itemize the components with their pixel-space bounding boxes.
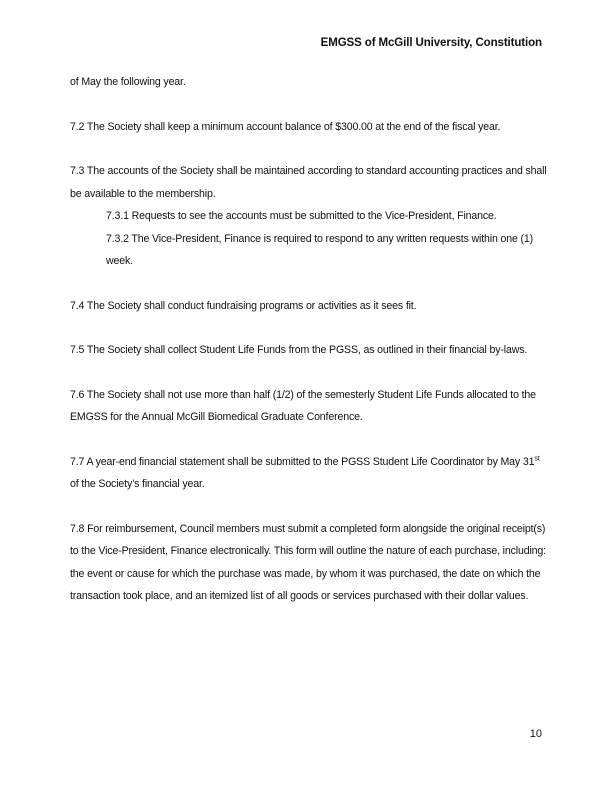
paragraph-7-8 bbox=[70, 518, 548, 608]
paragraph-7-4 bbox=[70, 295, 548, 318]
document-body bbox=[70, 71, 548, 630]
paragraph-7-3 bbox=[70, 160, 548, 273]
paragraph-7-7 bbox=[70, 451, 548, 496]
subparagraph-7-3-1: 7.3.1 Requests to see the accounts must be submitted to the Vice-President, Finance. bbox=[106, 210, 497, 222]
page-number: 10 bbox=[529, 728, 542, 740]
paragraph-7-7-text-start: 7.7 A year-end financial statement shall be submitted to the PGSS Student Life Coordinator by May 31 bbox=[70, 455, 535, 468]
paragraph-7-6 bbox=[70, 384, 548, 429]
document-header: EMGSS of McGill University, Constitution bbox=[320, 37, 542, 49]
subparagraph-7-3-2: 7.3.2 The Vice-President, Finance is required to respond to any written requests within one (1) week. bbox=[106, 232, 534, 267]
paragraph-text bbox=[70, 451, 548, 496]
paragraph-7-7-text-end: of the Society’s financial year. bbox=[70, 478, 205, 490]
paragraph-7-5 bbox=[70, 339, 548, 362]
paragraph-text: 7.2 The Society shall keep a minimum account balance of $300.00 at the end of the fiscal year. bbox=[70, 120, 501, 133]
paragraph-text: 7.4 The Society shall conduct fundraising programs or activities as it sees fit. bbox=[70, 299, 417, 312]
paragraph-text: 7.3 The accounts of the Society shall be maintained according to standard accounting practices and shall be available to the membership. bbox=[70, 165, 547, 200]
paragraph-7-2 bbox=[70, 116, 548, 139]
paragraph-text: 7.6 The Society shall not use more than half (1/2) of the semesterly Student Life Funds allocated to the EMGSS for the Annual McGill Biomedical Graduate Conference. bbox=[70, 388, 536, 423]
ordinal-superscript: st bbox=[534, 454, 540, 462]
paragraph-text: of May the following year. bbox=[70, 76, 186, 88]
paragraph-7-1-continuation bbox=[70, 71, 548, 94]
paragraph-text: 7.5 The Society shall collect Student Life Funds from the PGSS, as outlined in their financial by-laws. bbox=[70, 344, 528, 356]
paragraph-text: 7.8 For reimbursement, Council members must submit a completed form alongside the original receipt(s) to the Vice-President, Finance electronically. This form will outline the nature of each purchase, including: the event or cause for which the purchase was made, by whom it was purchased, the date on which the transaction took place, and an itemized list of all goods or services purchased with their dollar values. bbox=[70, 522, 546, 602]
